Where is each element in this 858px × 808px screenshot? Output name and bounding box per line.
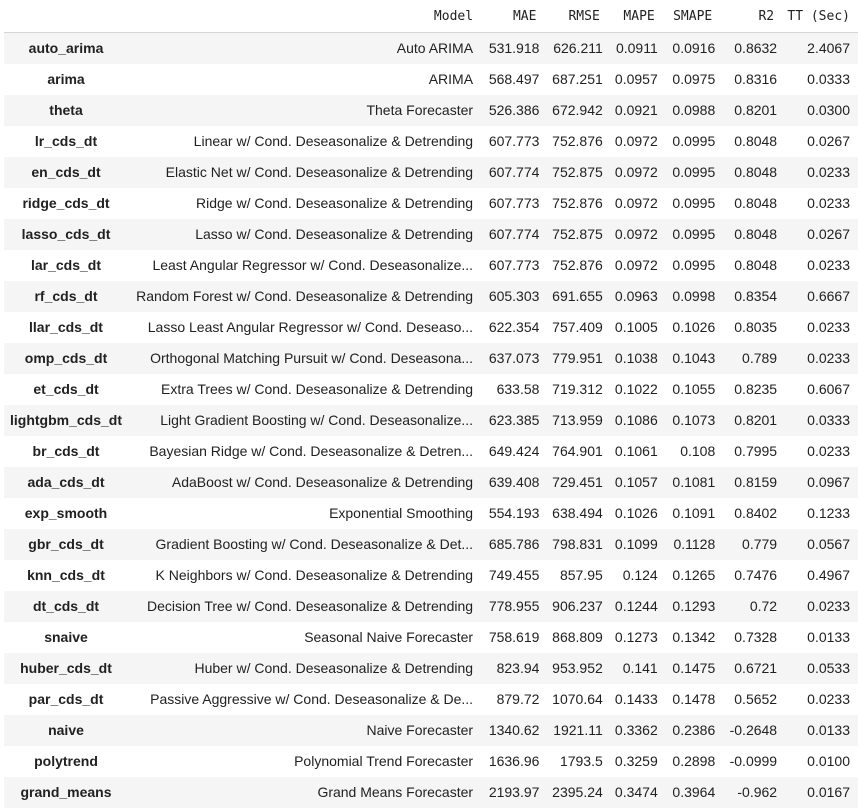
cell-tt: 0.0267 <box>807 226 850 242</box>
cell-r2: 0.789 <box>742 350 778 366</box>
cell-tt: 0.0233 <box>807 598 850 614</box>
cell-mape: 0.1244 <box>614 598 658 614</box>
cell-mape: 0.0972 <box>614 226 658 242</box>
cell-rmse: 1070.64 <box>552 691 603 707</box>
cell-model: K Neighbors w/ Cond. Deseasonalize & Detrending <box>155 567 474 583</box>
row-index-label: en_cds_dt <box>31 164 101 180</box>
cell-rmse: 1793.5 <box>559 753 603 769</box>
cell-tt: 0.0133 <box>807 722 850 738</box>
column-header-model: Model <box>128 0 481 33</box>
table-row <box>4 529 858 560</box>
cell-tt: 0.0267 <box>807 133 850 149</box>
cell-smape: 0.1475 <box>672 660 716 676</box>
cell-model: Exponential Smoothing <box>329 505 474 521</box>
cell-r2: 0.8048 <box>734 257 778 273</box>
cell-mae: 778.955 <box>488 598 540 614</box>
cell-model: ARIMA <box>428 71 474 87</box>
cell-tt: 0.0333 <box>807 71 850 87</box>
table-body <box>4 33 858 808</box>
cell-mae: 1340.62 <box>488 722 540 738</box>
table-row <box>4 126 858 157</box>
cell-mape: 0.0921 <box>614 102 658 118</box>
row-index-label: ada_cds_dt <box>27 474 105 490</box>
cell-mae: 568.497 <box>488 71 540 87</box>
column-header-r2: R2 <box>720 0 782 33</box>
cell-smape: 0.1081 <box>672 474 716 490</box>
row-index-label: grand_means <box>20 784 112 800</box>
column-header-mape: MAPE <box>608 0 663 33</box>
table-row <box>4 467 858 498</box>
table-row <box>4 498 858 529</box>
cell-rmse: 626.211 <box>553 40 603 57</box>
cell-mae: 607.773 <box>488 195 540 211</box>
cell-r2: 0.6721 <box>734 660 778 676</box>
cell-mape: 0.1086 <box>614 412 658 428</box>
cell-model: Light Gradient Boosting w/ Cond. Deseasonalize... <box>160 412 474 428</box>
cell-smape: 0.0995 <box>672 257 716 273</box>
cell-rmse: 1921.11 <box>553 722 603 738</box>
cell-model: Auto ARIMA <box>396 40 474 57</box>
cell-tt: 0.0300 <box>807 102 850 118</box>
cell-tt: 0.0167 <box>807 784 850 800</box>
row-index-label: huber_cds_dt <box>20 660 112 676</box>
cell-smape: 0.0995 <box>672 133 716 149</box>
cell-mae: 649.424 <box>488 443 540 459</box>
cell-r2: 0.8201 <box>734 102 778 118</box>
cell-smape: 0.1026 <box>672 319 716 335</box>
cell-rmse: 638.494 <box>552 505 603 521</box>
table-row <box>4 281 858 312</box>
row-index-label: gbr_cds_dt <box>28 536 104 552</box>
cell-mape: 0.0963 <box>614 288 658 304</box>
cell-mae: 637.073 <box>488 350 540 366</box>
cell-mae: 879.72 <box>496 691 540 707</box>
cell-r2: 0.779 <box>742 536 778 552</box>
cell-rmse: 752.875 <box>552 226 603 242</box>
table-row <box>4 591 858 622</box>
cell-mape: 0.1099 <box>614 536 658 552</box>
cell-rmse: 752.876 <box>552 257 603 273</box>
cell-mape: 0.0972 <box>614 195 658 211</box>
cell-tt: 0.6667 <box>807 288 850 304</box>
table-row <box>4 312 858 343</box>
table-row <box>4 436 858 467</box>
cell-smape: 0.1293 <box>672 598 716 614</box>
cell-mae: 623.385 <box>488 412 540 428</box>
cell-tt: 0.0533 <box>807 660 850 676</box>
cell-r2: 0.8048 <box>734 164 778 180</box>
cell-tt: 0.4967 <box>807 567 850 583</box>
cell-mape: 0.141 <box>622 660 658 676</box>
table-row <box>4 219 858 250</box>
row-index-label: polytrend <box>34 753 98 769</box>
cell-mape: 0.0972 <box>614 257 658 273</box>
cell-smape: 0.3964 <box>672 784 716 800</box>
cell-mape: 0.1022 <box>614 381 658 397</box>
row-index-label: lasso_cds_dt <box>21 226 111 242</box>
table-row <box>4 188 858 219</box>
cell-model: Theta Forecaster <box>366 102 474 118</box>
cell-smape: 0.1342 <box>672 629 716 645</box>
row-index-label: omp_cds_dt <box>24 350 108 366</box>
cell-tt: 0.0233 <box>807 319 850 335</box>
table-row <box>4 250 858 281</box>
table-row <box>4 746 858 777</box>
cell-tt: 0.0233 <box>807 350 850 366</box>
cell-mae: 607.774 <box>488 226 540 242</box>
cell-smape: 0.0988 <box>672 102 716 118</box>
column-header-rmse: RMSE <box>544 0 607 33</box>
cell-r2: 0.8402 <box>734 505 778 521</box>
cell-mape: 0.124 <box>622 567 658 583</box>
cell-model: Polynomial Trend Forecaster <box>294 753 474 769</box>
cell-rmse: 868.809 <box>552 629 603 645</box>
cell-r2: 0.8048 <box>734 195 778 211</box>
cell-r2: 0.72 <box>749 598 778 614</box>
cell-mae: 605.303 <box>488 288 540 304</box>
cell-tt: 0.0233 <box>807 257 850 273</box>
cell-mape: 0.3362 <box>614 722 658 738</box>
cell-r2: 0.8048 <box>734 226 778 242</box>
table-row <box>4 343 858 374</box>
row-index-label: llar_cds_dt <box>29 319 103 335</box>
cell-model: Seasonal Naive Forecaster <box>304 629 474 645</box>
table-row <box>4 33 858 64</box>
cell-model: Passive Aggressive w/ Cond. Deseasonalize & De... <box>150 691 474 707</box>
cell-mae: 639.408 <box>488 474 540 490</box>
cell-mape: 0.0972 <box>614 133 658 149</box>
cell-r2: 0.7476 <box>734 567 778 583</box>
model-comparison-table <box>4 0 858 808</box>
row-index-label: exp_smooth <box>24 505 108 521</box>
cell-mae: 2193.97 <box>488 784 540 800</box>
cell-model: Extra Trees w/ Cond. Deseasonalize & Detrending <box>161 381 474 397</box>
cell-mape: 0.3474 <box>614 784 658 800</box>
cell-rmse: 752.875 <box>552 164 603 180</box>
cell-rmse: 713.959 <box>552 412 603 428</box>
cell-smape: 0.1073 <box>672 412 716 428</box>
cell-rmse: 687.251 <box>552 71 603 87</box>
table-row <box>4 64 858 95</box>
cell-r2: 0.8632 <box>734 40 778 57</box>
cell-smape: 0.0995 <box>672 195 716 211</box>
cell-r2: 0.8159 <box>734 474 778 490</box>
table-row <box>4 684 858 715</box>
row-index-label: par_cds_dt <box>28 691 104 707</box>
cell-model: Lasso Least Angular Regressor w/ Cond. Deseaso... <box>147 319 474 335</box>
cell-mape: 0.1057 <box>614 474 658 490</box>
row-index-label: lightgbm_cds_dt <box>10 412 123 428</box>
column-header-tt: TT (Sec) <box>782 0 858 33</box>
cell-tt: 0.0233 <box>807 195 850 211</box>
table-row <box>4 95 858 126</box>
cell-smape: 0.1043 <box>672 350 716 366</box>
cell-mae: 622.354 <box>488 319 540 335</box>
row-index-label: auto_arima <box>28 40 104 57</box>
cell-tt: 0.0233 <box>807 691 850 707</box>
cell-rmse: 729.451 <box>552 474 603 490</box>
cell-mape: 0.1273 <box>614 629 658 645</box>
cell-model: Linear w/ Cond. Deseasonalize & Detrending <box>193 133 474 149</box>
row-index-label: et_cds_dt <box>33 381 99 397</box>
table-row <box>4 715 858 746</box>
cell-smape: 0.1055 <box>672 381 716 397</box>
column-header-mae: MAE <box>481 0 544 33</box>
column-header-smape: SMAPE <box>663 0 721 33</box>
cell-mae: 749.455 <box>488 567 540 583</box>
cell-tt: 2.4067 <box>807 40 850 57</box>
cell-tt: 0.0333 <box>807 412 850 428</box>
cell-mae: 526.386 <box>488 102 540 118</box>
cell-model: AdaBoost w/ Cond. Deseasonalize & Detrending <box>171 474 474 490</box>
cell-mape: 0.0972 <box>614 164 658 180</box>
cell-r2: 0.7328 <box>734 629 778 645</box>
cell-rmse: 2395.24 <box>552 784 603 800</box>
cell-model: Random Forest w/ Cond. Deseasonalize & Detrending <box>136 288 474 304</box>
cell-r2: 0.8048 <box>734 133 778 149</box>
cell-tt: 0.0567 <box>807 536 850 552</box>
cell-r2: 0.8035 <box>734 319 778 335</box>
cell-smape: 0.0995 <box>672 164 716 180</box>
cell-smape: 0.0916 <box>672 40 716 57</box>
cell-mape: 0.1433 <box>614 691 658 707</box>
table-row <box>4 622 858 653</box>
cell-tt: 0.0233 <box>807 164 850 180</box>
cell-rmse: 719.312 <box>552 381 603 397</box>
cell-mape: 0.0957 <box>614 71 658 87</box>
cell-model: Huber w/ Cond. Deseasonalize & Detrending <box>194 660 474 676</box>
header-row <box>4 0 858 33</box>
cell-r2: 0.8235 <box>734 381 778 397</box>
row-index-label: naive <box>48 722 84 738</box>
cell-mape: 0.3259 <box>614 753 658 769</box>
cell-rmse: 672.942 <box>552 102 603 118</box>
cell-rmse: 691.655 <box>552 288 603 304</box>
cell-mae: 554.193 <box>488 505 540 521</box>
cell-rmse: 857.95 <box>559 567 603 583</box>
cell-smape: 0.2386 <box>672 722 716 738</box>
row-index-label: arima <box>47 71 85 87</box>
cell-model: Decision Tree w/ Cond. Deseasonalize & Detrending <box>147 598 474 614</box>
cell-mae: 607.773 <box>488 257 540 273</box>
cell-smape: 0.1091 <box>672 505 716 521</box>
cell-r2: -0.2648 <box>729 722 778 738</box>
cell-mae: 633.58 <box>496 381 540 397</box>
cell-smape: 0.1265 <box>672 567 716 583</box>
cell-rmse: 757.409 <box>552 319 603 335</box>
cell-mape: 0.1026 <box>614 505 658 521</box>
cell-mape: 0.1038 <box>614 350 658 366</box>
index-header <box>4 0 128 33</box>
cell-smape: 0.1478 <box>672 691 716 707</box>
cell-model: Least Angular Regressor w/ Cond. Deseasonalize... <box>152 257 474 273</box>
cell-smape: 0.0975 <box>672 71 716 87</box>
cell-model: Lasso w/ Cond. Deseasonalize & Detrending <box>195 226 474 242</box>
cell-r2: 0.8316 <box>734 71 778 87</box>
cell-r2: 0.5652 <box>734 691 778 707</box>
table-row <box>4 157 858 188</box>
row-index-label: theta <box>49 102 83 118</box>
cell-rmse: 752.876 <box>552 195 603 211</box>
cell-tt: 0.0233 <box>807 443 850 459</box>
cell-mae: 685.786 <box>488 536 540 552</box>
row-index-label: lr_cds_dt <box>34 133 98 149</box>
cell-rmse: 798.831 <box>552 536 603 552</box>
cell-model: Orthogonal Matching Pursuit w/ Cond. Deseasona... <box>150 350 474 366</box>
cell-smape: 0.2898 <box>672 753 716 769</box>
cell-mae: 531.918 <box>488 40 540 57</box>
cell-model: Naive Forecaster <box>366 722 474 738</box>
cell-rmse: 779.951 <box>552 350 603 366</box>
cell-mae: 607.773 <box>488 133 540 149</box>
cell-smape: 0.0995 <box>672 226 716 242</box>
row-index-label: knn_cds_dt <box>27 567 105 583</box>
cell-r2: -0.962 <box>737 784 778 800</box>
cell-mape: 0.1061 <box>614 443 658 459</box>
cell-rmse: 906.237 <box>552 598 603 614</box>
row-index-label: dt_cds_dt <box>32 598 100 614</box>
cell-mae: 607.774 <box>488 164 540 180</box>
cell-smape: 0.1128 <box>673 536 716 552</box>
cell-tt: 0.0967 <box>807 474 850 490</box>
cell-rmse: 752.876 <box>552 133 603 149</box>
row-index-label: lar_cds_dt <box>30 257 102 273</box>
cell-rmse: 764.901 <box>552 443 603 459</box>
table-header <box>4 0 858 33</box>
cell-model: Grand Means Forecaster <box>317 784 474 800</box>
cell-tt: 0.0133 <box>807 629 850 645</box>
cell-smape: 0.108 <box>680 443 716 459</box>
cell-mape: 0.0911 <box>615 40 658 57</box>
cell-rmse: 953.952 <box>552 660 603 676</box>
cell-mae: 823.94 <box>496 660 540 676</box>
cell-r2: 0.8354 <box>734 288 778 304</box>
cell-r2: 0.8201 <box>734 412 778 428</box>
table-row <box>4 374 858 405</box>
cell-mae: 1636.96 <box>488 753 540 769</box>
table-row <box>4 405 858 436</box>
cell-r2: 0.7995 <box>734 443 778 459</box>
row-index-label: rf_cds_dt <box>34 288 98 304</box>
cell-model: Elastic Net w/ Cond. Deseasonalize & Detrending <box>165 164 474 180</box>
row-index-label: snaive <box>44 629 88 645</box>
cell-model: Ridge w/ Cond. Deseasonalize & Detrending <box>196 195 474 211</box>
cell-tt: 0.0100 <box>807 753 850 769</box>
cell-mape: 0.1005 <box>614 319 658 335</box>
row-index-label: ridge_cds_dt <box>22 195 110 211</box>
table-row <box>4 560 858 591</box>
cell-tt: 0.1233 <box>807 505 850 521</box>
cell-smape: 0.0998 <box>672 288 716 304</box>
row-index-label: br_cds_dt <box>32 443 100 459</box>
cell-tt: 0.6067 <box>807 381 850 397</box>
cell-r2: -0.0999 <box>729 753 778 769</box>
table-row <box>4 777 858 808</box>
cell-model: Bayesian Ridge w/ Cond. Deseasonalize & Detren... <box>149 443 474 459</box>
cell-mae: 758.619 <box>488 629 540 645</box>
table-row <box>4 653 858 684</box>
cell-model: Gradient Boosting w/ Cond. Deseasonalize & Det... <box>155 536 474 552</box>
